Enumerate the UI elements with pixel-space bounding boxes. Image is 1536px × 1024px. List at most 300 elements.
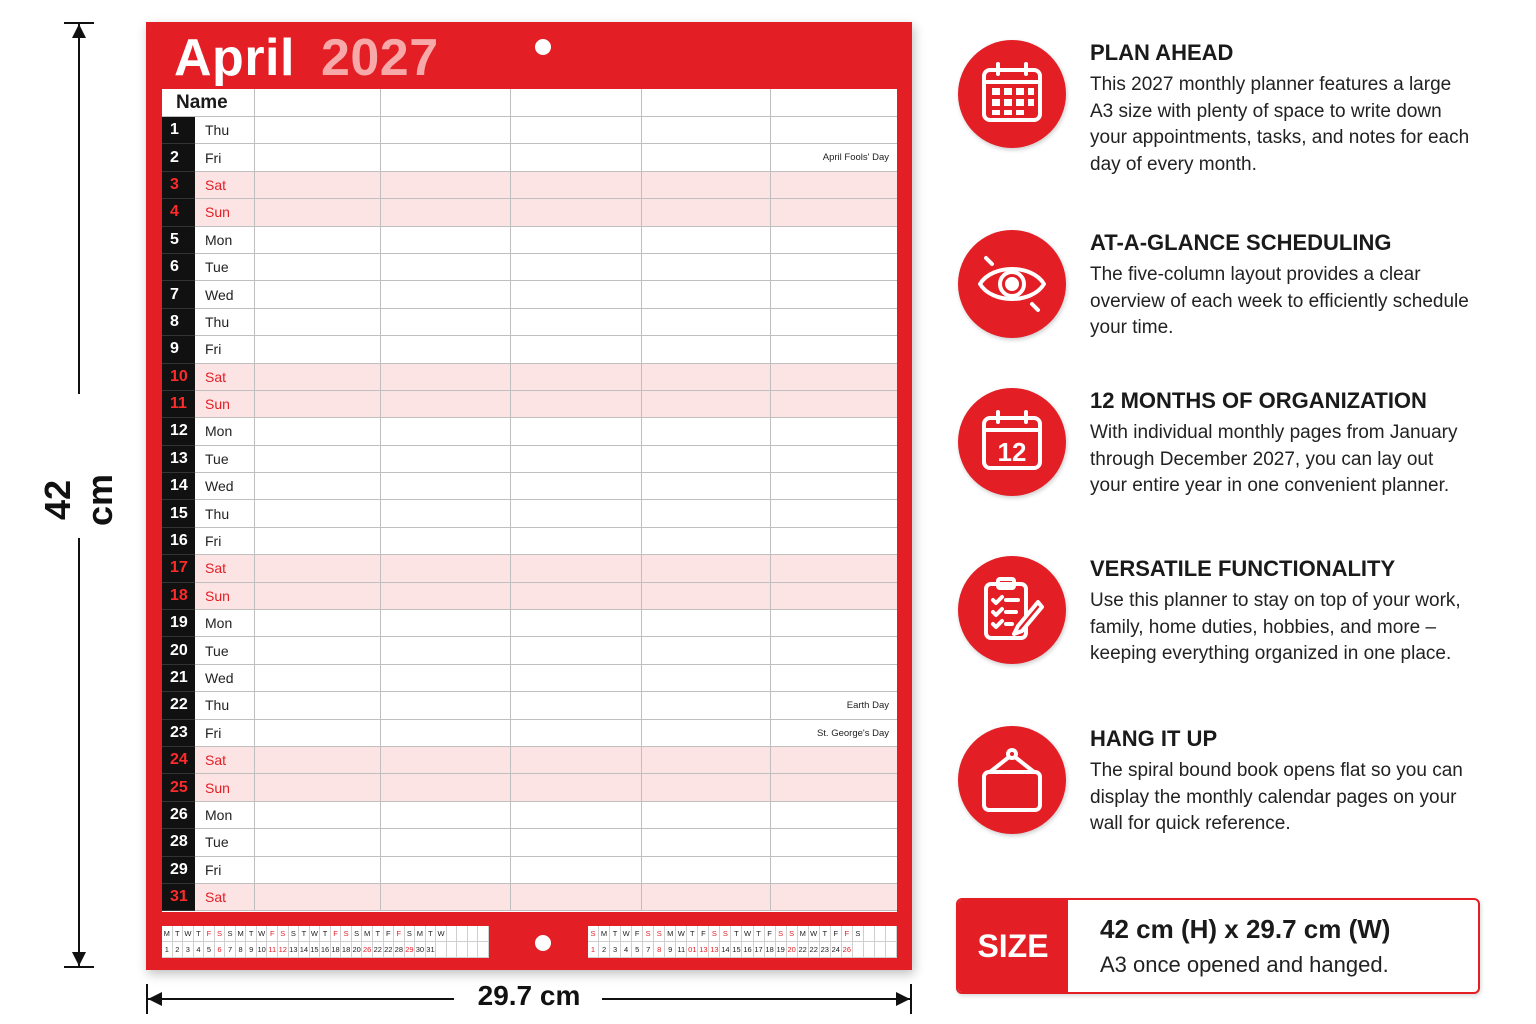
name-column-2[interactable] [381, 89, 511, 117]
planner-cell[interactable] [642, 637, 771, 664]
planner-cell[interactable] [381, 117, 511, 144]
day-name: Sun [195, 199, 255, 226]
planner-cell[interactable] [255, 473, 381, 500]
day-number: 18 [162, 583, 195, 610]
planner-cell[interactable] [511, 857, 642, 884]
planner-cell[interactable] [642, 500, 771, 527]
planner-cell[interactable] [642, 555, 771, 582]
mini-day-number: 1 [588, 942, 599, 958]
planner-cell[interactable] [511, 446, 642, 473]
mini-day-number: 4 [621, 942, 632, 958]
name-column-3[interactable] [511, 89, 642, 117]
planner-cell[interactable] [255, 199, 381, 226]
planner-cell[interactable] [511, 418, 642, 445]
day-number: 8 [162, 309, 195, 336]
planner-cell[interactable] [511, 117, 642, 144]
planner-cell[interactable] [381, 254, 511, 281]
planner-cell[interactable] [642, 336, 771, 363]
planner-cell[interactable] [381, 720, 511, 747]
planner-cell[interactable] [771, 473, 897, 500]
name-column-5[interactable] [771, 89, 897, 117]
planner-cell[interactable] [255, 117, 381, 144]
width-dimension-line-right [602, 998, 910, 1000]
mini-day-letter: W [183, 926, 194, 942]
planner-cell[interactable] [511, 281, 642, 308]
planner-cell[interactable] [255, 829, 381, 856]
planner-cell[interactable] [511, 309, 642, 336]
planner-cell[interactable] [771, 747, 897, 774]
day-name: Mon [195, 227, 255, 254]
feature-12-months [958, 388, 1498, 538]
mini-day-number: 10 [257, 942, 268, 958]
planner-cell[interactable] [642, 692, 771, 719]
mini-day-letter [875, 926, 886, 942]
planner-cell[interactable] [771, 637, 897, 664]
planner-cell[interactable] [642, 747, 771, 774]
planner-cell[interactable] [255, 309, 381, 336]
name-column-1[interactable] [255, 89, 381, 117]
planner-cell[interactable] [381, 391, 511, 418]
planner-cell[interactable] [255, 500, 381, 527]
mini-day-letter: T [194, 926, 205, 942]
planner-cell[interactable] [771, 172, 897, 199]
planner-cell[interactable] [381, 692, 511, 719]
planner-cell[interactable] [642, 802, 771, 829]
mini-day-letter: F [765, 926, 776, 942]
planner-cell[interactable] [511, 720, 642, 747]
planner-cell[interactable] [511, 555, 642, 582]
planner-cell[interactable] [642, 391, 771, 418]
mini-day-letter: S [787, 926, 798, 942]
planner-cell[interactable] [642, 884, 771, 911]
planner-cell[interactable] [771, 692, 897, 719]
size-box [956, 898, 1480, 994]
mini-day-number: 28 [394, 942, 405, 958]
planner-cell[interactable] [642, 665, 771, 692]
mini-day-letter [447, 926, 458, 942]
mini-calendar-prev [162, 926, 489, 958]
planner-cell[interactable] [771, 555, 897, 582]
day-name: Thu [195, 309, 255, 336]
planner-cell[interactable] [771, 884, 897, 911]
height-dimension-line-bottom [78, 538, 80, 966]
mini-day-number: 17 [754, 942, 765, 958]
mini-day-letter: T [246, 926, 257, 942]
mini-day-number: 9 [246, 942, 257, 958]
day-number: 22 [162, 692, 195, 719]
day-name: Mon [195, 610, 255, 637]
feature-at-a-glance [958, 230, 1498, 360]
mini-day-letter [468, 926, 479, 942]
planner-cell[interactable] [381, 227, 511, 254]
feature-description: Use this planner to stay on top of your work, family, home duties, hobbies, and more – keeping everything organized in one place. [1090, 590, 1461, 664]
planner-cell[interactable] [381, 172, 511, 199]
planner-cell[interactable] [642, 857, 771, 884]
name-column-4[interactable] [642, 89, 771, 117]
planner-cell[interactable] [381, 829, 511, 856]
mini-day-letter: T [173, 926, 184, 942]
mini-day-number: 22 [373, 942, 384, 958]
planner-cell[interactable] [255, 144, 381, 171]
planner-cell[interactable] [511, 144, 642, 171]
day-name: Fri [195, 528, 255, 555]
planner-cell[interactable] [642, 720, 771, 747]
mini-day-number [457, 942, 468, 958]
planner-cell[interactable] [381, 774, 511, 801]
feature-title: AT-A-GLANCE SCHEDULING [1090, 230, 1392, 255]
mini-day-letter: F [831, 926, 842, 942]
mini-day-number: 16 [320, 942, 331, 958]
height-dimension [37, 22, 120, 968]
day-name: Sat [195, 884, 255, 911]
planner-title [174, 28, 439, 88]
day-name: Mon [195, 802, 255, 829]
mini-day-letter: S [278, 926, 289, 942]
mini-day-number: 7 [643, 942, 654, 958]
mini-day-letter: S [341, 926, 352, 942]
mini-day-letter: T [687, 926, 698, 942]
feature-description: The five-column layout provides a clear overview of each week to efficiently schedule your time. [1090, 264, 1469, 338]
planner-cell[interactable] [381, 281, 511, 308]
mini-day-number: 13 [289, 942, 300, 958]
planner-cell[interactable] [771, 227, 897, 254]
planner-cell[interactable] [771, 802, 897, 829]
planner-cell[interactable] [642, 774, 771, 801]
mini-day-letter: F [842, 926, 853, 942]
mini-day-number: 14 [720, 942, 731, 958]
day-name: Sat [195, 555, 255, 582]
planner-cell[interactable] [771, 446, 897, 473]
mini-day-letter: F [267, 926, 278, 942]
mini-calendar-next [588, 926, 897, 958]
planner-cell[interactable] [381, 473, 511, 500]
mini-day-letter: W [676, 926, 687, 942]
mini-day-number: 19 [776, 942, 787, 958]
day-number: 11 [162, 391, 195, 418]
planner-cell[interactable] [642, 309, 771, 336]
mini-day-number: 13 [709, 942, 720, 958]
planner-cell[interactable] [381, 665, 511, 692]
planner-cell[interactable] [381, 446, 511, 473]
planner-cell[interactable] [642, 610, 771, 637]
holiday-note: April Fools' Day [822, 152, 889, 164]
mini-day-letter: S [709, 926, 720, 942]
mini-day-letter: T [299, 926, 310, 942]
planner-cell[interactable] [255, 583, 381, 610]
planner-cell[interactable] [511, 583, 642, 610]
planner-cell[interactable] [381, 199, 511, 226]
planner-cell[interactable] [255, 692, 381, 719]
width-dimension [146, 982, 912, 1016]
day-number: 29 [162, 857, 195, 884]
mini-day-number [875, 942, 886, 958]
mini-day-letter: F [698, 926, 709, 942]
day-name: Fri [195, 857, 255, 884]
planner-cell[interactable] [381, 528, 511, 555]
feature-description: With individual monthly pages from January through December 2027, you can lay out your entire year in one convenient planner. [1090, 422, 1458, 496]
day-number: 6 [162, 254, 195, 281]
mini-day-number: 7 [225, 942, 236, 958]
planner-cell[interactable] [642, 528, 771, 555]
planner-cell[interactable] [642, 281, 771, 308]
mini-day-letter [457, 926, 468, 942]
planner-cell[interactable] [771, 774, 897, 801]
mini-day-number: 26 [362, 942, 373, 958]
planner-cell[interactable] [771, 418, 897, 445]
mini-day-number: 4 [194, 942, 205, 958]
mini-day-number: 29 [405, 942, 416, 958]
planner-cell[interactable] [255, 802, 381, 829]
planner-cell[interactable] [642, 199, 771, 226]
planner-cell[interactable] [511, 610, 642, 637]
mini-day-letter [864, 926, 875, 942]
planner-cell[interactable] [255, 774, 381, 801]
mini-day-number: 15 [731, 942, 742, 958]
mini-day-letter: W [436, 926, 447, 942]
planner-cell[interactable] [255, 227, 381, 254]
mini-day-number: 18 [331, 942, 342, 958]
day-number: 12 [162, 418, 195, 445]
checklist-pencil-icon [958, 556, 1066, 664]
planner-cell[interactable] [771, 857, 897, 884]
planner-cell[interactable] [511, 172, 642, 199]
planner-cell[interactable] [381, 610, 511, 637]
planner-cell[interactable] [771, 336, 897, 363]
planner-cell[interactable] [642, 829, 771, 856]
mini-day-letter: M [162, 926, 173, 942]
mini-day-number: 1 [162, 942, 173, 958]
planner-cell[interactable] [381, 857, 511, 884]
mini-day-letter: M [415, 926, 426, 942]
planner-cell[interactable] [511, 774, 642, 801]
width-label: 29.7 cm [477, 980, 581, 1011]
feature-title: PLAN AHEAD [1090, 40, 1234, 65]
day-name: Fri [195, 144, 255, 171]
day-name: Sat [195, 364, 255, 391]
planner-cell[interactable] [511, 500, 642, 527]
day-number: 1 [162, 117, 195, 144]
mini-day-number: 15 [310, 942, 321, 958]
planner-cell[interactable] [642, 117, 771, 144]
arrow-right-icon [896, 992, 910, 1006]
planner-cell[interactable] [255, 281, 381, 308]
planner-cell[interactable] [255, 446, 381, 473]
feature-title: 12 MONTHS OF ORGANIZATION [1090, 388, 1427, 413]
planner-cell[interactable] [381, 364, 511, 391]
planner-cell[interactable] [771, 117, 897, 144]
mini-day-letter: S [776, 926, 787, 942]
planner-cell[interactable] [771, 665, 897, 692]
planner-month: April [174, 29, 295, 87]
mini-day-number: 22 [798, 942, 809, 958]
mini-day-letter: S [352, 926, 363, 942]
planner-cell[interactable] [511, 391, 642, 418]
planner-cell[interactable] [771, 829, 897, 856]
mini-day-letter: W [742, 926, 753, 942]
feature-versatile [958, 556, 1498, 706]
planner-cell[interactable] [511, 336, 642, 363]
mini-day-number: 13 [698, 942, 709, 958]
mini-day-letter: S [215, 926, 226, 942]
day-number: 23 [162, 720, 195, 747]
mini-day-letter: T [320, 926, 331, 942]
feature-title: HANG IT UP [1090, 726, 1218, 751]
size-tag: SIZE [958, 900, 1068, 992]
day-number: 9 [162, 336, 195, 363]
mini-day-letter: M [236, 926, 247, 942]
day-number: 25 [162, 774, 195, 801]
planner-cell[interactable] [511, 528, 642, 555]
planner-cell[interactable] [381, 884, 511, 911]
mini-day-number: 18 [341, 942, 352, 958]
planner-cell[interactable] [255, 665, 381, 692]
planner-cell[interactable] [381, 583, 511, 610]
day-name: Fri [195, 720, 255, 747]
planner-cell[interactable] [381, 309, 511, 336]
planner-cell[interactable] [771, 720, 897, 747]
planner-cell[interactable] [771, 500, 897, 527]
planner-cell[interactable] [381, 747, 511, 774]
planner-cell[interactable] [642, 446, 771, 473]
mini-day-number: 9 [665, 942, 676, 958]
day-number: 17 [162, 555, 195, 582]
day-name: Wed [195, 473, 255, 500]
planner-cell[interactable] [255, 857, 381, 884]
mini-day-number: 24 [831, 942, 842, 958]
planner-cell[interactable] [771, 254, 897, 281]
feature-description: The spiral bound book opens flat so you can display the monthly calendar pages on your wall for quick reference. [1090, 760, 1463, 834]
planner-cell[interactable] [511, 254, 642, 281]
planner-cell[interactable] [642, 418, 771, 445]
planner-cell[interactable] [511, 199, 642, 226]
planner-cell[interactable] [381, 802, 511, 829]
day-number: 16 [162, 528, 195, 555]
day-name: Tue [195, 637, 255, 664]
mini-day-number: 2 [599, 942, 610, 958]
day-number: 5 [162, 227, 195, 254]
planner-cell[interactable] [642, 227, 771, 254]
day-number: 21 [162, 665, 195, 692]
planner-cell[interactable] [255, 555, 381, 582]
planner-cell[interactable] [771, 309, 897, 336]
planner-cell[interactable] [255, 720, 381, 747]
planner-cell[interactable] [642, 473, 771, 500]
day-name: Thu [195, 692, 255, 719]
day-name: Wed [195, 281, 255, 308]
mini-day-letter: W [257, 926, 268, 942]
mini-day-number: 18 [765, 942, 776, 958]
planner-cell[interactable] [511, 473, 642, 500]
planner-cell[interactable] [511, 802, 642, 829]
mini-day-letter: F [384, 926, 395, 942]
planner-cell[interactable] [255, 610, 381, 637]
planner-cell[interactable] [511, 829, 642, 856]
planner-cell[interactable] [771, 391, 897, 418]
planner-cell[interactable] [771, 583, 897, 610]
planner-cell[interactable] [511, 227, 642, 254]
height-dimension-line-top [78, 24, 80, 394]
mini-day-number: 5 [632, 942, 643, 958]
planner-cell[interactable] [255, 254, 381, 281]
planner-cell[interactable] [381, 418, 511, 445]
mini-day-number: 30 [415, 942, 426, 958]
mini-day-number: 6 [215, 942, 226, 958]
planner-cell[interactable] [255, 418, 381, 445]
feature-title: VERSATILE FUNCTIONALITY [1090, 556, 1396, 581]
planner-cell[interactable] [642, 364, 771, 391]
holiday-note: Earth Day [846, 700, 889, 712]
planner-cell[interactable] [381, 555, 511, 582]
planner-cell[interactable] [771, 281, 897, 308]
day-name: Tue [195, 254, 255, 281]
mini-day-number: 16 [742, 942, 753, 958]
planner-cell[interactable] [642, 583, 771, 610]
mini-day-number: 11 [267, 942, 278, 958]
day-name: Mon [195, 418, 255, 445]
planner-cell[interactable] [255, 364, 381, 391]
day-name: Sat [195, 747, 255, 774]
planner-cell[interactable] [381, 637, 511, 664]
planner-cell[interactable] [381, 144, 511, 171]
mini-day-number: 31 [426, 942, 437, 958]
size-note: A3 once opened and hanged. [1100, 952, 1389, 977]
planner-cell[interactable] [255, 528, 381, 555]
mini-day-letter: M [665, 926, 676, 942]
planner-cell[interactable] [255, 747, 381, 774]
planner-cell[interactable] [511, 637, 642, 664]
planner-cell[interactable] [771, 364, 897, 391]
planner-cell[interactable] [255, 391, 381, 418]
planner-cell[interactable] [511, 665, 642, 692]
feature-description: This 2027 monthly planner features a large A3 size with plenty of space to write down your appointments, tasks, and notes for each day of every month. [1090, 74, 1470, 175]
planner-cell[interactable] [771, 610, 897, 637]
planner-cell[interactable] [381, 500, 511, 527]
mini-day-letter: T [610, 926, 621, 942]
width-dimension-line-left [148, 998, 454, 1000]
planner-cell[interactable] [771, 528, 897, 555]
day-name: Tue [195, 829, 255, 856]
planner-cell[interactable] [511, 692, 642, 719]
mini-day-number [436, 942, 447, 958]
planner-cell[interactable] [642, 144, 771, 171]
size-dimensions: 42 cm (H) x 29.7 cm (W) [1100, 914, 1391, 944]
planner-cell[interactable] [642, 254, 771, 281]
planner-cell[interactable] [771, 199, 897, 226]
planner-cell[interactable] [511, 747, 642, 774]
planner-cell[interactable] [771, 144, 897, 171]
day-name: Fri [195, 336, 255, 363]
mini-day-letter: F [394, 926, 405, 942]
planner-cell[interactable] [255, 884, 381, 911]
mini-day-letter [886, 926, 897, 942]
planner-year: 2027 [320, 29, 439, 87]
mini-day-letter: F [204, 926, 215, 942]
day-number: 20 [162, 637, 195, 664]
planner-cell[interactable] [255, 336, 381, 363]
planner-cell[interactable] [511, 364, 642, 391]
day-name: Sun [195, 391, 255, 418]
planner-cell[interactable] [381, 336, 511, 363]
name-header: Name [162, 89, 255, 117]
day-number: 31 [162, 884, 195, 911]
planner-cell[interactable] [511, 884, 642, 911]
mini-day-number: 8 [236, 942, 247, 958]
planner-cell[interactable] [255, 637, 381, 664]
day-name: Thu [195, 117, 255, 144]
mini-day-letter: T [820, 926, 831, 942]
planner-cell[interactable] [255, 172, 381, 199]
planner-cell[interactable] [642, 172, 771, 199]
